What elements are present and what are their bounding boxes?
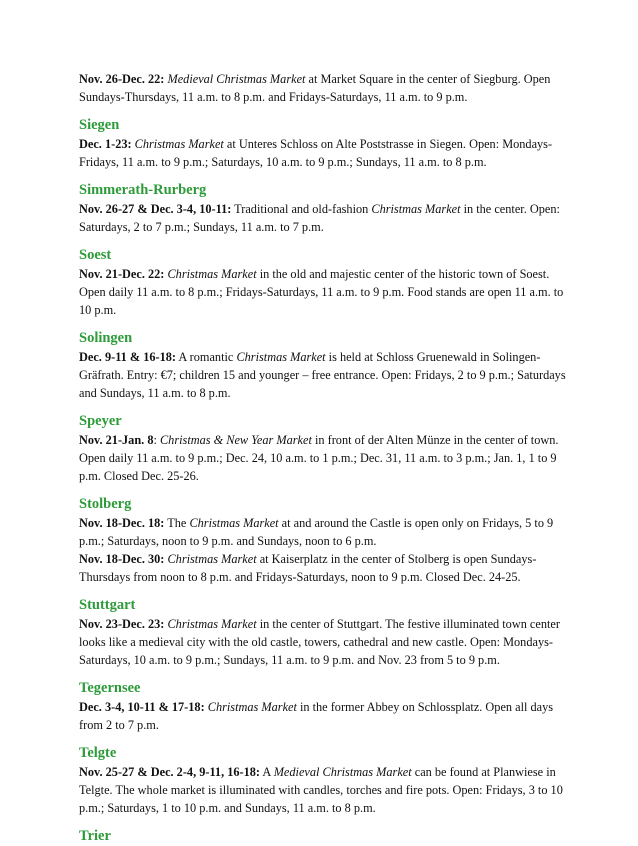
entry-dates: Dec. 3-4, 10-11 & 17-18:	[79, 700, 205, 714]
market-section	[79, 116, 569, 171]
market-name: Christmas Market	[167, 617, 257, 631]
market-section	[79, 246, 569, 319]
market-section	[79, 181, 569, 236]
entry-dates: Nov. 18-Dec. 18:	[79, 516, 165, 530]
market-entry	[79, 135, 569, 171]
city-heading: Telgte	[79, 745, 117, 761]
city-heading: Tegernsee	[79, 680, 141, 696]
market-entry	[79, 550, 569, 586]
market-entry	[79, 265, 569, 319]
city-heading: Solingen	[79, 330, 133, 346]
document-page	[79, 70, 569, 846]
entry-dates: Nov. 23-Dec. 23:	[79, 617, 165, 631]
city-heading: Soest	[79, 247, 112, 263]
entry-details: at Unteres Schloss on Alte Poststrasse in Siegen. Open: Mondays-Fridays, 11 a.m. to 9 p.m.; Saturdays, 10 a.m. to 9 p.m.; Sundays, 11 a.m. to 8 p.m.	[79, 137, 553, 169]
city-heading: Trier	[79, 828, 111, 844]
entry-details: in the former Abbey on Schlossplatz. Open all days from 2 to 7 p.m.	[79, 700, 554, 732]
entry-details: is held at Schloss Gruenewald in Solingen-Gräfrath. Entry: €7; children 15 and younger – free entrance. Open: Fridays, 2 to 9 p.m.; Saturdays and Sundays, 11 a.m. to 8 p.m.	[79, 350, 566, 400]
city-heading: Stolberg	[79, 496, 132, 512]
entry-dates: Nov. 18-Dec. 30:	[79, 552, 165, 566]
market-section	[79, 70, 569, 106]
city-heading: Speyer	[79, 413, 122, 429]
market-entry	[79, 514, 569, 550]
market-entry	[79, 698, 569, 734]
market-entry	[79, 200, 569, 236]
market-name: Christmas Market	[167, 552, 257, 566]
entry-details: at Market Square in the center of Siegburg. Open Sundays-Thursdays, 11 a.m. to 8 p.m. and Fridays-Saturdays, 11 a.m. to 9 p.m.	[79, 72, 551, 104]
market-section	[79, 495, 569, 586]
entry-dates: Dec. 9-11 & 16-18:	[79, 350, 176, 364]
entry-details: at and around the Castle is open only on Fridays, 5 to 9 p.m.; Saturdays, noon to 9 p.m. and Sundays, noon to 6 p.m.	[79, 516, 554, 548]
market-name: Medieval Christmas Market	[167, 72, 306, 86]
city-heading: Stuttgart	[79, 597, 136, 613]
entry-details: can be found at Planwiese in Telgte. The whole market is illuminated with candles, torches and fire pots. Open: Fridays, 3 to 10 p.m.; Saturdays, 1 to 10 p.m. and Sundays, 11 a.m. to 8 p.m.	[79, 765, 563, 815]
market-section	[79, 329, 569, 402]
market-name: Christmas Market	[371, 202, 461, 216]
entry-text-lead: :	[153, 433, 160, 447]
entry-text-lead: Traditional and old-fashion	[231, 202, 372, 216]
entry-text-lead: A	[260, 765, 274, 779]
entry-dates: Nov. 21-Jan. 8	[79, 433, 154, 447]
market-name: Christmas & New Year Market	[159, 433, 312, 447]
entry-dates: Nov. 26-Dec. 22:	[79, 72, 165, 86]
market-section	[79, 744, 569, 817]
market-entry	[79, 431, 569, 485]
entry-details: in the center. Open: Saturdays, 2 to 7 p.m.; Sundays, 11 a.m. to 7 p.m.	[79, 202, 560, 234]
entry-dates: Dec. 1-23:	[79, 137, 132, 151]
entry-details: in front of der Alten Münze in the center of town. Open daily 11 a.m. to 9 p.m.; Dec. 24, 10 a.m. to 1 p.m.; Dec. 31, 11 a.m. to 3 p.m.; Jan. 1, 1 to 9 p.m. Closed Dec. 25-26.	[79, 433, 559, 483]
market-section	[79, 412, 569, 485]
market-entry	[79, 763, 569, 817]
market-entry	[79, 348, 569, 402]
market-list	[79, 70, 569, 845]
entry-text-lead: The	[164, 516, 190, 530]
entry-text-lead: A romantic	[175, 350, 237, 364]
entry-dates: Nov. 26-27 & Dec. 3-4, 10-11:	[79, 202, 232, 216]
entry-dates: Nov. 25-27 & Dec. 2-4, 9-11, 16-18:	[79, 765, 261, 779]
entry-details: in the old and majestic center of the historic town of Soest. Open daily 11 a.m. to 8 p.m.; Fridays-Saturdays, 11 a.m. to 9 p.m. Food stands are open 11 a.m. to 10 p.m.	[79, 267, 564, 317]
market-name: Medieval Christmas Market	[273, 765, 412, 779]
entry-details: at Kaiserplatz in the center of Stolberg is open Sundays-Thursdays from noon to 8 p.m. and Fridays-Saturdays, noon to 9 p.m. Closed Dec. 24-25.	[79, 552, 537, 584]
city-heading: Siegen	[79, 117, 120, 133]
entry-dates: Nov. 21-Dec. 22:	[79, 267, 165, 281]
market-name: Christmas Market	[134, 137, 224, 151]
market-name: Christmas Market	[236, 350, 326, 364]
market-name: Christmas Market	[207, 700, 297, 714]
market-name: Christmas Market	[189, 516, 279, 530]
market-section	[79, 827, 569, 845]
market-entry	[79, 615, 569, 669]
entry-details: in the center of Stuttgart. The festive illuminated town center looks like a medieval city with the old castle, towers, cathedral and new castle. Open: Mondays-Saturdays, 10 a.m. to 9 p.m.; Sundays, 11 a.m. to 9 p.m. and Nov. 23 from 5 to 9 p.m.	[79, 617, 560, 667]
market-section	[79, 596, 569, 669]
city-heading: Simmerath-Rurberg	[79, 182, 207, 198]
market-name: Christmas Market	[167, 267, 257, 281]
market-entry	[79, 70, 569, 106]
market-section	[79, 679, 569, 734]
